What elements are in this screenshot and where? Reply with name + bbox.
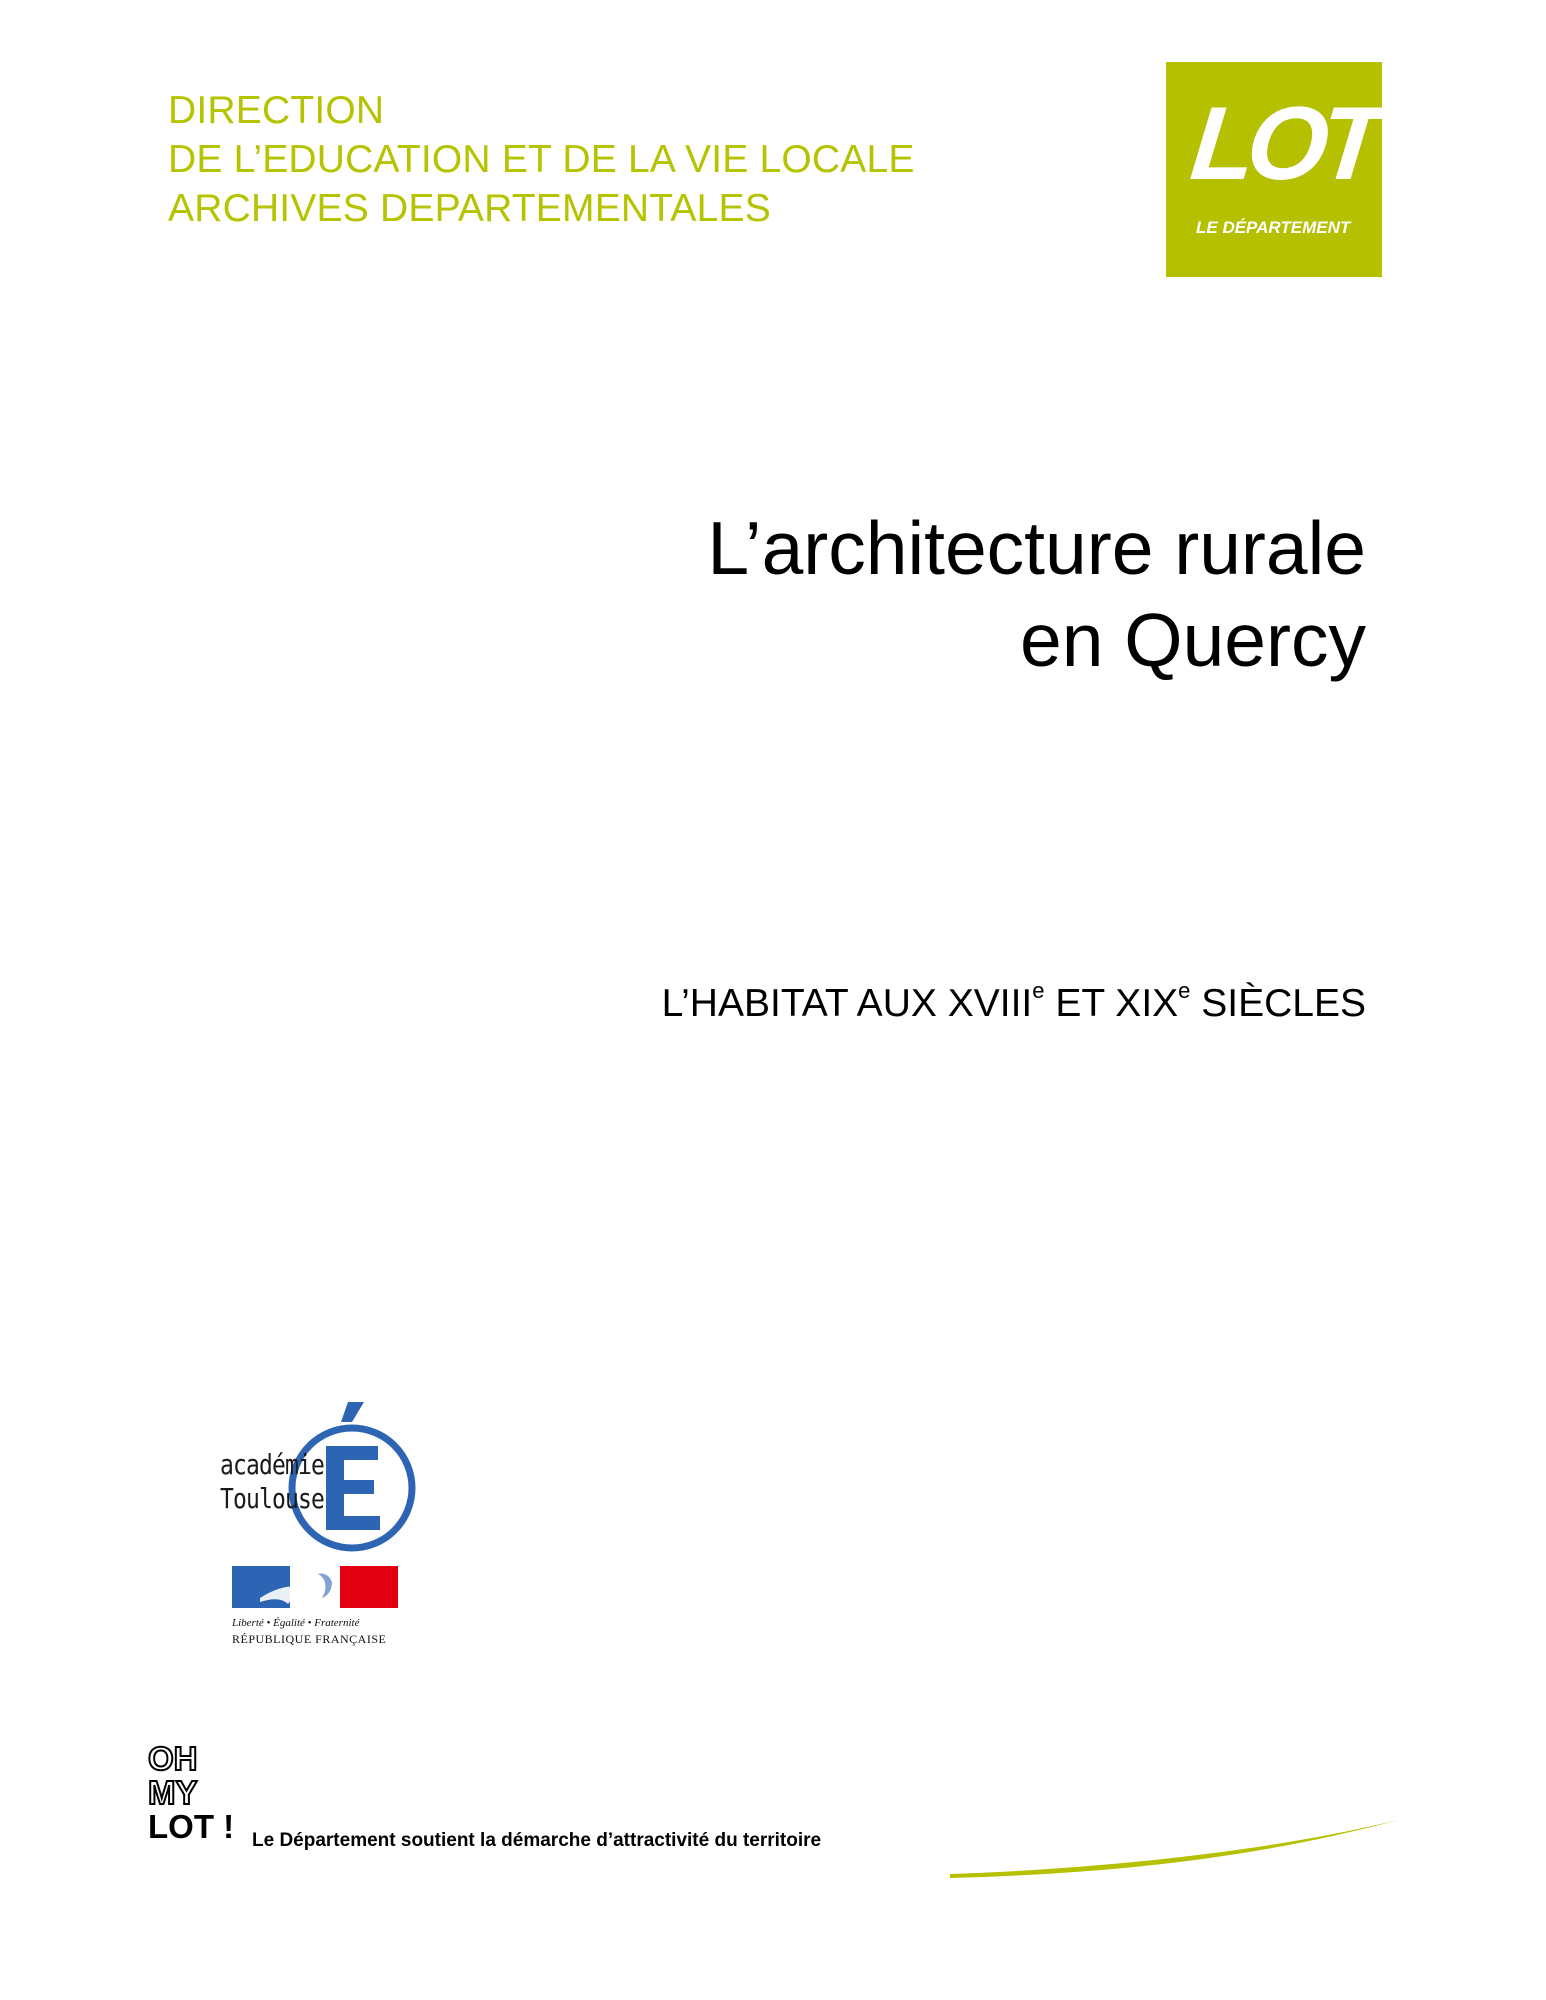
lot-logo-word: LOT	[1185, 86, 1383, 202]
subtitle-part-2: ET XIX	[1044, 982, 1179, 1025]
subtitle-part-3: SIÈCLES	[1190, 982, 1366, 1025]
title-line-1: L’architecture rurale	[707, 506, 1366, 590]
footer-tagline: Le Département soutient la démarche d’attractivité du territoire	[252, 1830, 822, 1851]
academie-line-2: Toulouse	[220, 1482, 325, 1515]
department-header	[168, 86, 915, 233]
subtitle-part-1: L’HABITAT AUX XVIII	[661, 982, 1033, 1025]
oh-my-lot-lot	[148, 1808, 235, 1845]
academie-e-icon	[198, 1398, 430, 1648]
republic-motto: Liberté • Égalité • Fraternité	[232, 1617, 360, 1629]
oh-my-lot-lot-word: LOT	[148, 1808, 214, 1845]
header-line-archives: ARCHIVES DEPARTEMENTALES	[168, 187, 771, 230]
lot-department-logo	[1166, 62, 1382, 277]
academie-toulouse-logo	[198, 1398, 430, 1648]
oh-my-lot-logo	[148, 1740, 235, 1845]
oh-my-lot-exclaim: !	[223, 1808, 235, 1845]
green-swoosh-decoration	[950, 1808, 1400, 1878]
header-line-education: DE L’EDUCATION ET DE LA VIE LOCALE	[168, 138, 915, 181]
header-line-direction: DIRECTION	[168, 89, 385, 132]
lot-logo-subtitle: LE DÉPARTEMENT	[1196, 218, 1351, 237]
republic-name: RÉPUBLIQUE FRANÇAISE	[232, 1632, 387, 1646]
oh-my-lot-my: MY	[148, 1774, 198, 1811]
academie-line-1: académie	[220, 1448, 325, 1481]
academie-wordmark	[220, 1448, 324, 1516]
document-title	[707, 502, 1366, 686]
subtitle-sup-2: e	[1178, 978, 1191, 1003]
document-subtitle	[661, 978, 1366, 1026]
subtitle-sup-1: e	[1032, 978, 1045, 1003]
title-line-2: en Quercy	[1020, 598, 1366, 682]
oh-my-lot-oh: OH	[148, 1740, 198, 1777]
